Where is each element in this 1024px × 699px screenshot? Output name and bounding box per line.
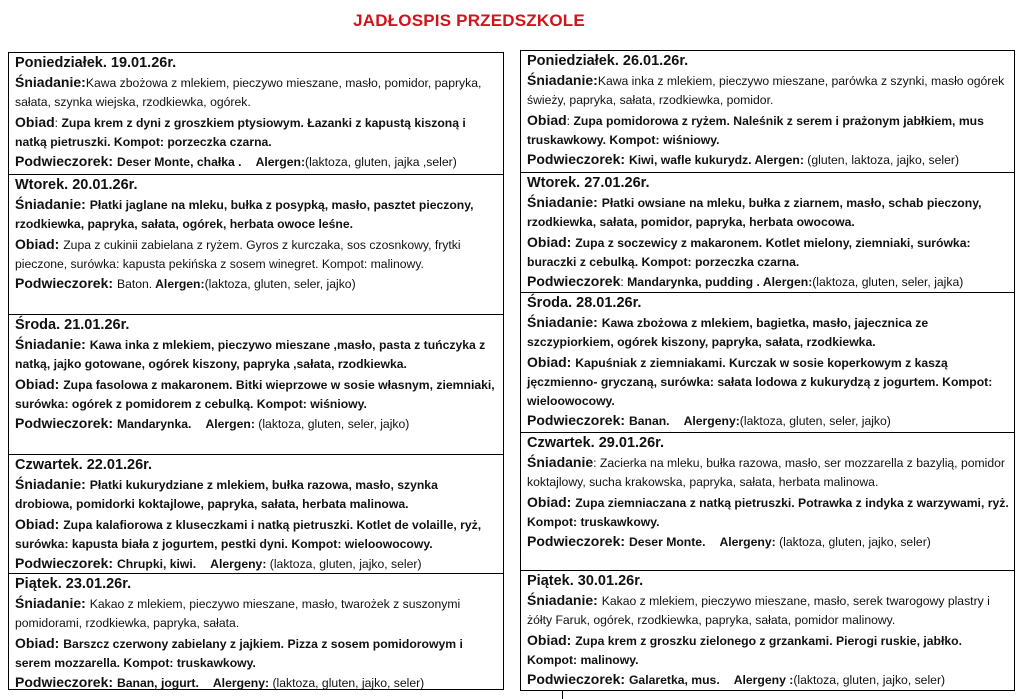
- day-title: Wtorek. 20.01.26r.: [15, 177, 138, 193]
- snack-line: Podwieczorek: Banan. Alergeny:(laktoza, gluten, seler, jajko): [527, 412, 891, 429]
- allergen-list: (gluten, laktoza, jajko, seler): [807, 153, 960, 168]
- allergen-label: Alergen:: [255, 155, 306, 170]
- snack-text: Baton.: [116, 277, 153, 292]
- breakfast-line: Śniadanie: Kakao z mlekiem, pieczywo mieszane, masło, serek twarogowy plastry i żółty Faruk, ogórek, rzodkiewka, papryka, sałata, pomidor malinowy.: [527, 592, 990, 628]
- allergen-list: (laktoza, gluten, jajka ,seler): [305, 155, 457, 170]
- snack-text: Deser Monte, chałka .: [116, 155, 242, 170]
- allergen-label: Alergeny:: [719, 535, 776, 550]
- day-title: Wtorek. 27.01.26r.: [527, 175, 650, 191]
- snack-label: Podwieczorek: [527, 533, 621, 550]
- breakfast-line: Śniadanie: Zacierka na mleku, bułka razowa, masło, ser mozzarella z bazylią, pomidor koktajlowy, sucha krakowska, papryka, sałata, herbata malinowa.: [527, 454, 1005, 490]
- allergen-list: (laktoza, gluten, jajko, seler): [793, 673, 946, 688]
- day-block-thursday-22: [9, 455, 503, 574]
- snack-line: Podwieczorek: Chrupki, kiwi. Alergeny: (laktoza, gluten, jajko, seler): [15, 555, 422, 572]
- allergen-list: (laktoza, gluten, jajko, seler): [269, 557, 422, 572]
- lunch-line: Obiad: Zupa z cukinii zabielana z ryżem. Gyros z kurczaka, sos czosnkowy, frytki pieczone, surówka: kapusta pekińska z sosem winegret. Kompot: malinowy.: [15, 235, 461, 271]
- lunch-label: Obiad: [527, 111, 567, 128]
- snack-line: Podwieczorek: Mandarynka. Alergen: (laktoza, gluten, seler, jajko): [15, 415, 410, 432]
- snack-label: Podwieczorek: [527, 151, 621, 168]
- day-title: Poniedziałek. 19.01.26r.: [15, 55, 177, 71]
- day-title: Środa. 28.01.26r.: [527, 295, 642, 311]
- breakfast-label: Śniadanie: [527, 314, 594, 330]
- snack-text: Mandarynka, pudding .: [627, 275, 760, 290]
- week-2-column: [520, 50, 1015, 691]
- breakfast-text: Kakao z mlekiem, pieczywo mieszane, masło, twarożek z suszonymi pomidorami, rzodkiewka, papryka, sałata.: [15, 597, 461, 631]
- day-title: Piątek. 23.01.26r.: [15, 576, 132, 592]
- breakfast-label: Śniadanie: [527, 72, 594, 88]
- breakfast-line: Śniadanie: Kawa inka z mlekiem, pieczywo mieszane ,masło, pasta z tuńczyka z natką, jajko gotowane, ogórek kiszony, papryka ,sałata, rzodkiewka.: [15, 336, 486, 372]
- snack-text: Galaretka, mus.: [628, 673, 720, 688]
- lunch-text: Zupa kalafiorowa z kluseczkami i natką pietruszki. Kotlet de volaille, ryż, surówka: kapusta biała z jogurtem, pestki dyni. Kompot: wieloowocowy.: [15, 517, 482, 551]
- breakfast-label: Śniadanie: [527, 194, 594, 210]
- breakfast-text: Kawa inka z mlekiem, pieczywo mieszane, parówka z szynki, masło ogórek świeży, papryka, sałata, rzodkiewka, pomidor.: [527, 74, 1005, 108]
- snack-label: Podwieczorek: [15, 555, 109, 572]
- snack-line: Podwieczorek: Mandarynka, pudding . Alergen:(laktoza, gluten, seler, jajka): [527, 273, 964, 290]
- day-block-monday-19: [9, 53, 503, 175]
- allergen-label: Alergeny:: [683, 414, 740, 429]
- snack-label: Podwieczorek: [527, 671, 621, 688]
- lunch-text: Kapuśniak z ziemniakami. Kurczak w sosie koperkowym z kaszą jęczmienno- gryczaną, surówka: sałata lodowa z kukurydzą z jogurtem. Kompot: wieloowocowy.: [527, 355, 993, 409]
- allergen-label: Alergen:: [155, 277, 205, 292]
- week-1-column: [8, 52, 504, 690]
- lunch-label: Obiad: [527, 233, 567, 250]
- snack-label: Podwieczorek: [15, 153, 109, 170]
- day-block-friday-30: [521, 571, 1014, 692]
- lunch-line: Obiad: Zupa krem z groszku zielonego z grzankami. Pierogi ruskie, jabłko. Kompot: malinowy.: [527, 631, 962, 667]
- allergen-label: Alergeny :: [733, 673, 794, 688]
- day-title: Piątek. 30.01.26r.: [527, 573, 644, 589]
- breakfast-text: Płatki kukurydziane z mlekiem, bułka razowa, masło, szynka drobiowa, pomidorki koktajlowe, papryka, sałata, herbata malinowa.: [15, 478, 438, 512]
- allergen-list: (laktoza, gluten, seler, jajko): [204, 277, 356, 292]
- breakfast-label: Śniadanie: [15, 476, 82, 492]
- snack-label: Podwieczorek: [527, 273, 621, 290]
- lunch-label: Obiad: [527, 631, 567, 648]
- lunch-text: Zupa krem z dyni z groszkiem ptysiowym. Łazanki z kapustą kiszoną i natką pietruszki. Kompot: porzeczka czarna.: [15, 115, 466, 149]
- lunch-line: Obiad: Zupa fasolowa z makaronem. Bitki wieprzowe w sosie własnym, ziemniaki, surówka: ogórek z pomidorem z cebulką. Kompot: wiśniowy.: [15, 375, 495, 411]
- allergen-list: (laktoza, gluten, seler, jajko): [258, 417, 410, 432]
- day-block-friday-23: [9, 574, 503, 691]
- snack-label: Podwieczorek: [15, 415, 109, 432]
- lunch-line: Obiad: Zupa pomidorowa z ryżem. Naleśnik z serem i prażonym jabłkiem, mus truskawkowy. Kompot: wiśniowy.: [527, 111, 984, 147]
- snack-text: Banan.: [628, 414, 670, 429]
- breakfast-text: Płatki owsiane na mleku, bułka z ziarnem, masło, schab pieczony, rzodkiewka, sałata, pomidor, papryka, herbata owocowa.: [527, 196, 982, 230]
- breakfast-text: Kawa inka z mlekiem, pieczywo mieszane ,masło, pasta z tuńczyka z natką, jajko gotowane, ogórek kiszony, papryka ,sałata, rzodkiewka.: [15, 338, 486, 372]
- snack-label: Podwieczorek: [15, 674, 109, 691]
- breakfast-label: Śniadanie: [527, 454, 594, 470]
- lunch-text: Barszcz czerwony zabielany z jajkiem. Pizza z sosem pomidorowym i serem mozzarella. Kompot: truskawkowy.: [15, 636, 463, 670]
- day-title: Czwartek. 22.01.26r.: [15, 457, 153, 473]
- lunch-label: Obiad: [527, 493, 567, 510]
- day-title: Poniedziałek. 26.01.26r.: [527, 53, 689, 69]
- day-title: Czwartek. 29.01.26r.: [527, 435, 665, 451]
- day-block-thursday-29: [521, 433, 1014, 571]
- lunch-label: Obiad: [527, 353, 567, 370]
- snack-text: Chrupki, kiwi.: [116, 557, 197, 572]
- breakfast-text: Kakao z mlekiem, pieczywo mieszane, masło, serek twarogowy plastry i żółty Faruk, ogórek, rzodkiewka, papryka, sałata, pomidor malinowy.: [527, 594, 990, 628]
- breakfast-line: Śniadanie:Kawa inka z mlekiem, pieczywo mieszane, parówka z szynki, masło ogórek świeży, papryka, sałata, rzodkiewka, pomidor.: [527, 72, 1005, 108]
- lunch-line: Obiad: Kapuśniak z ziemniakami. Kurczak w sosie koperkowym z kaszą jęczmienno- gryczaną, surówka: sałata lodowa z kukurydzą z jogurtem. Kompot: wieloowocowy.: [527, 353, 993, 409]
- snack-line: Podwieczorek: Baton. Alergen:(laktoza, gluten, seler, jajko): [15, 275, 356, 292]
- day-block-tuesday-27: [521, 173, 1014, 293]
- lunch-text: Zupa pomidorowa z ryżem. Naleśnik z serem i prażonym jabłkiem, mus truskawkowy. Kompot: wiśniowy.: [527, 113, 984, 147]
- lunch-text: Zupa fasolowa z makaronem. Bitki wieprzowe w sosie własnym, ziemniaki, surówka: ogórek z pomidorem z cebulką. Kompot: wiśniowy.: [15, 377, 495, 411]
- allergen-list: (laktoza, gluten, jajko, seler): [272, 676, 425, 691]
- day-title: Środa. 21.01.26r.: [15, 317, 130, 333]
- lunch-line: Obiad: Barszcz czerwony zabielany z jajkiem. Pizza z sosem pomidorowym i serem mozzarella. Kompot: truskawkowy.: [15, 634, 463, 670]
- breakfast-text: Zacierka na mleku, bułka razowa, masło, ser mozzarella z bazylią, pomidor koktajlowy, sucha krakowska, papryka, sałata, herbata malinowa.: [527, 456, 1005, 490]
- snack-line: Podwieczorek: Galaretka, mus. Alergeny :(laktoza, gluten, jajko, seler): [527, 671, 946, 688]
- allergen-list: (laktoza, gluten, seler, jajka): [812, 275, 964, 290]
- allergen-label: Alergeny:: [210, 557, 267, 572]
- allergen-list: (laktoza, gluten, jajko, seler): [779, 535, 931, 550]
- lunch-line: Obiad: Zupa kalafiorowa z kluseczkami i natką pietruszki. Kotlet de volaille, ryż, surówka: kapusta biała z jogurtem, pestki dyni. Kompot: wieloowocowy.: [15, 515, 482, 551]
- breakfast-text: Kawa zbożowa z mlekiem, pieczywo mieszane, masło, pomidor, papryka, sałata, szynka wiejska, rzodkiewka, ogórek.: [15, 76, 482, 110]
- snack-label: Podwieczorek: [15, 275, 109, 292]
- allergen-label: Alergen:: [205, 417, 255, 432]
- page-title: JADŁOSPIS PRZEDSZKOLE: [353, 11, 585, 30]
- allergen-label: Alergen:: [754, 153, 804, 168]
- breakfast-line: Śniadanie: Płatki jaglane na mleku, bułka z posypką, masło, pasztet pieczony, rzodkiewka, papryka, sałata, ogórek, herbata owoce leśne.: [15, 196, 474, 232]
- lunch-line: Obiad: Zupa ziemniaczana z natką pietruszki. Potrawka z indyka z warzywami, ryż. Kompot: truskawkowy.: [527, 493, 1009, 529]
- snack-text: Mandarynka.: [116, 417, 192, 432]
- allergen-label: Alergeny:: [212, 676, 270, 691]
- snack-line: Podwieczorek: Deser Monte, chałka . Alergen:(laktoza, gluten, jajka ,seler): [15, 153, 457, 170]
- lunch-line: Obiad: Zupa z soczewicy z makaronem. Kotlet mielony, ziemniaki, surówka: buraczki z cebulką. Kompot: porzeczka czarna.: [527, 233, 971, 269]
- day-block-wednesday-28: [521, 293, 1014, 433]
- snack-text: Banan, jogurt.: [116, 676, 199, 691]
- allergen-list: (laktoza, gluten, seler, jajko): [739, 414, 891, 429]
- breakfast-label: Śniadanie: [15, 336, 82, 352]
- breakfast-line: Śniadanie: Kawa zbożowa z mlekiem, bagietka, masło, jajecznica ze szczypiorkiem, ogórek kiszony, papryka, sałata, rzodkiewka.: [527, 314, 929, 350]
- lunch-label: Obiad: [15, 235, 55, 252]
- breakfast-label: Śniadanie: [15, 74, 82, 90]
- snack-label: Podwieczorek: [527, 412, 621, 429]
- stray-line-divider: [562, 690, 563, 699]
- day-block-wednesday-21: [9, 315, 503, 455]
- breakfast-label: Śniadanie: [527, 592, 594, 608]
- allergen-label: Alergen:: [762, 275, 813, 290]
- breakfast-line: Śniadanie: Kakao z mlekiem, pieczywo mieszane, masło, twarożek z suszonymi pomidorami, rzodkiewka, papryka, sałata.: [15, 595, 461, 631]
- breakfast-label: Śniadanie: [15, 196, 82, 212]
- lunch-label: Obiad: [15, 113, 55, 130]
- lunch-line: Obiad: Zupa krem z dyni z groszkiem ptysiowym. Łazanki z kapustą kiszoną i natką pietruszki. Kompot: porzeczka czarna.: [15, 113, 466, 149]
- snack-text: Deser Monte.: [628, 535, 706, 550]
- lunch-text: Zupa ziemniaczana z natką pietruszki. Potrawka z indyka z warzywami, ryż. Kompot: truskawkowy.: [527, 495, 1009, 529]
- breakfast-line: Śniadanie: Płatki owsiane na mleku, bułka z ziarnem, masło, schab pieczony, rzodkiewka, sałata, pomidor, papryka, herbata owocowa.: [527, 194, 982, 230]
- snack-line: Podwieczorek: Kiwi, wafle kukurydz. Alergen: (gluten, laktoza, jajko, seler): [527, 151, 960, 168]
- breakfast-label: Śniadanie: [15, 595, 82, 611]
- lunch-text: Zupa z cukinii zabielana z ryżem. Gyros z kurczaka, sos czosnkowy, frytki pieczone, surówka: kapusta pekińska z sosem winegret. Kompot: malinowy.: [15, 237, 461, 271]
- breakfast-text: Kawa zbożowa z mlekiem, bagietka, masło, jajecznica ze szczypiorkiem, ogórek kiszony, papryka, sałata, rzodkiewka.: [527, 316, 929, 350]
- snack-line: Podwieczorek: Deser Monte. Alergeny: (laktoza, gluten, jajko, seler): [527, 533, 931, 550]
- breakfast-line: Śniadanie:Kawa zbożowa z mlekiem, pieczywo mieszane, masło, pomidor, papryka, sałata, szynka wiejska, rzodkiewka, ogórek.: [15, 74, 482, 110]
- snack-text: Kiwi, wafle kukurydz.: [628, 153, 752, 168]
- day-block-tuesday-20: [9, 175, 503, 315]
- lunch-text: Zupa krem z groszku zielonego z grzankami. Pierogi ruskie, jabłko. Kompot: malinowy.: [527, 633, 962, 667]
- day-block-monday-26: [521, 51, 1014, 173]
- snack-line: Podwieczorek: Banan, jogurt. Alergeny: (laktoza, gluten, jajko, seler): [15, 674, 425, 691]
- breakfast-line: Śniadanie: Płatki kukurydziane z mlekiem, bułka razowa, masło, szynka drobiowa, pomidorki koktajlowe, papryka, sałata, herbata malinowa.: [15, 476, 438, 512]
- lunch-label: Obiad: [15, 515, 55, 532]
- lunch-label: Obiad: [15, 375, 55, 392]
- breakfast-text: Płatki jaglane na mleku, bułka z posypką, masło, pasztet pieczony, rzodkiewka, papryka, sałata, ogórek, herbata owoce leśne.: [15, 198, 474, 232]
- lunch-text: Zupa z soczewicy z makaronem. Kotlet mielony, ziemniaki, surówka: buraczki z cebulką. Kompot: porzeczka czarna.: [527, 235, 971, 269]
- lunch-label: Obiad: [15, 634, 55, 651]
